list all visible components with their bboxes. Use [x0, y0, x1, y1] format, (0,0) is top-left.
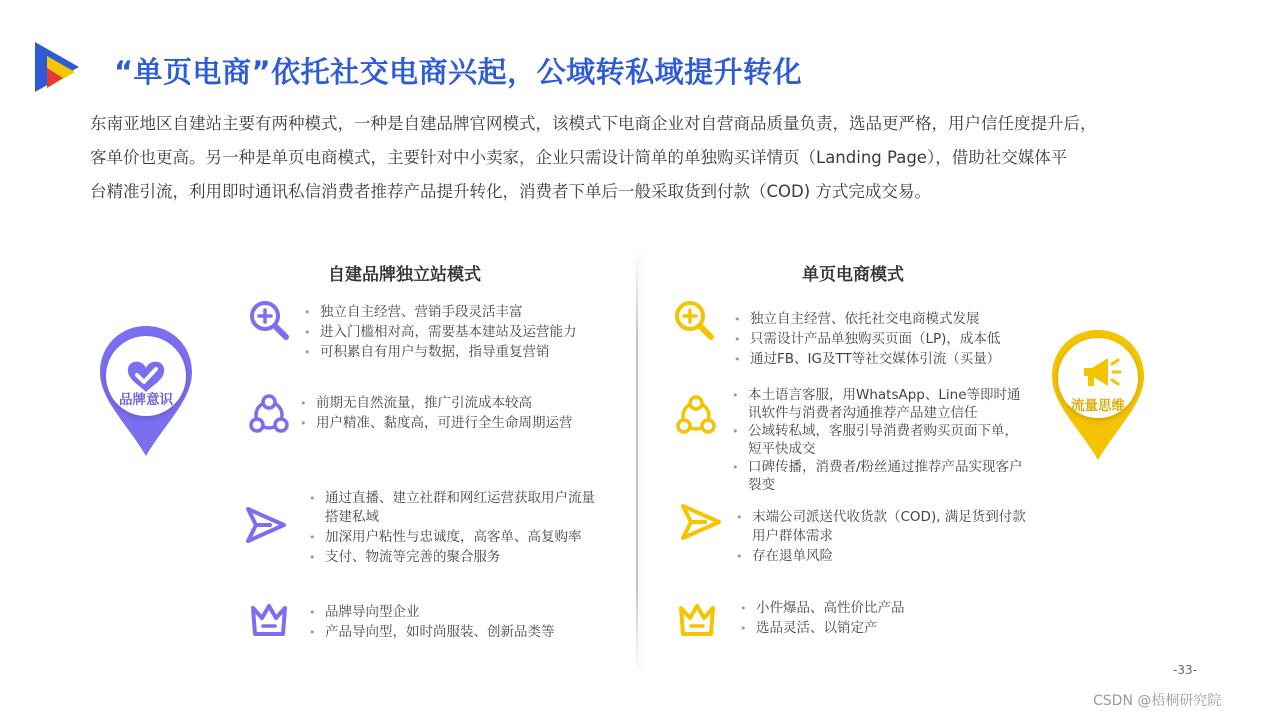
left-group-2	[296, 394, 606, 434]
list-item: • 前期无自然流量，推广引流成本较高	[296, 394, 606, 413]
list-item: • 独立自主经营、依托社交电商模式发展	[730, 310, 1030, 329]
list-item: • 产品导向型，如时尚服装、创新品类等	[305, 623, 605, 642]
list-item: • 只需设计产品单独购买页面（LP)，成本低	[730, 330, 1030, 349]
list-item: • 小件爆品、高性价比产品	[736, 599, 1036, 618]
left-column-title: 自建品牌独立站模式	[328, 265, 481, 285]
right-column-title: 单页电商模式	[802, 265, 904, 285]
list-item: • 品牌导向型企业	[305, 603, 605, 622]
magnifier-plus-icon	[247, 298, 291, 342]
people-network-icon	[674, 394, 718, 438]
brand-logo	[33, 40, 83, 94]
intro-line: 客单价也更高。另一种是单页电商模式，主要针对中小卖家，企业只需设计简单的单独购买详情页（Landing Page），借助社交媒体平	[90, 148, 1068, 167]
list-item: • 末端公司派送代收货款（COD), 满足货到付款用户群体需求	[732, 508, 1032, 546]
list-item: • 加深用户粘性与忠诚度，高客单、高复购率	[305, 528, 605, 547]
list-item: • 通过FB、IG及TT等社交媒体引流（买量）	[730, 350, 1030, 369]
list-item: • 可积累自有用户与数据，指导重复营销	[300, 343, 600, 362]
brand-awareness-badge	[96, 322, 196, 462]
intro-line: 台精准引流，利用即时通讯私信消费者推荐产品提升转化，消费者下单后一般采取货到付款（COD) 方式完成交易。	[90, 182, 931, 201]
list-item: • 通过直播、建立社群和网红运营获取用户流量搭建私域	[305, 489, 605, 527]
right-group-1	[730, 310, 1030, 370]
send-icon	[679, 500, 723, 544]
right-group-4	[736, 599, 1036, 639]
intro-paragraph	[90, 107, 1240, 209]
watermark: CSDN @梧桐研究院	[1093, 693, 1222, 709]
traffic-thinking-badge	[1048, 326, 1148, 466]
people-network-icon	[247, 393, 291, 437]
list-item: • 公域转私域，客服引导消费者购买页面下单，短平快成交	[728, 423, 1028, 458]
badge-label: 流量思维	[1071, 398, 1125, 414]
left-group-1	[300, 303, 600, 363]
magnifier-plus-icon	[672, 298, 716, 342]
list-item: • 存在退单风险	[732, 547, 1032, 566]
list-item: • 选品灵活、以销定产	[736, 619, 1036, 638]
list-item: • 口碑传播，消费者/粉丝通过推荐产品实现客户裂变	[728, 459, 1028, 494]
list-item: • 进入门槛相对高，需要基本建站及运营能力	[300, 323, 600, 342]
right-group-2	[728, 387, 1028, 495]
right-group-3	[732, 508, 1032, 567]
column-divider	[636, 252, 638, 672]
left-group-4	[305, 603, 605, 643]
badge-label: 品牌意识	[119, 392, 173, 408]
send-icon	[244, 503, 288, 547]
crown-icon	[247, 598, 291, 642]
left-group-3	[305, 489, 605, 568]
list-item: • 独立自主经营、营销手段灵活丰富	[300, 303, 600, 322]
intro-line: 东南亚地区自建站主要有两种模式，一种是自建品牌官网模式，该模式下电商企业对自营商品质量负责，选品更严格，用户信任度提升后，	[90, 114, 1097, 133]
page-title: “单页电商”依托社交电商兴起，公域转私域提升转化	[114, 55, 803, 89]
list-item: • 用户精准、黏度高，可进行全生命周期运营	[296, 414, 606, 433]
crown-icon	[675, 598, 719, 642]
list-item: • 本土语言客服，用WhatsApp、Line等即时通讯软件与消费者沟通推荐产品建立信任	[728, 387, 1028, 422]
list-item: • 支付、物流等完善的聚合服务	[305, 548, 605, 567]
page-number: -33-	[1173, 663, 1197, 677]
